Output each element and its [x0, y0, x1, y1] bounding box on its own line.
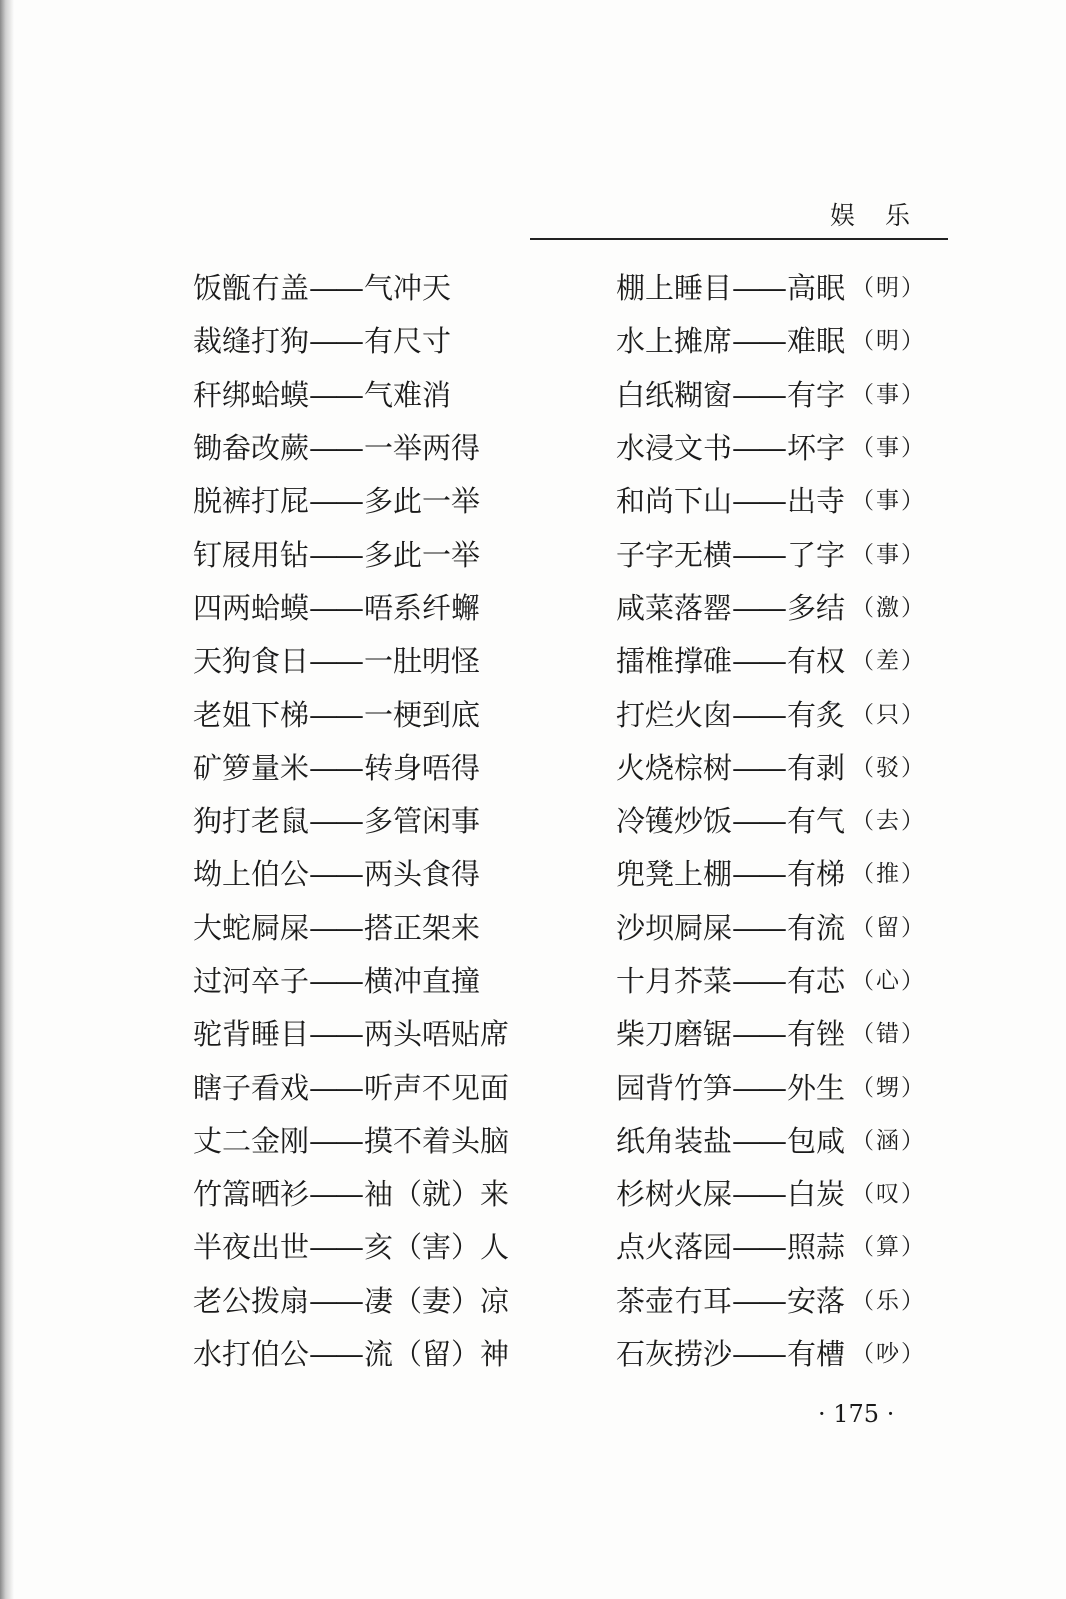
riddle-answer: 有梯	[787, 857, 846, 892]
riddle-dash: ——	[309, 857, 362, 892]
riddle-text: 水上摊席	[616, 324, 733, 359]
riddle-answer: 有芯	[787, 964, 846, 998]
riddle-homophone-note: （去）	[851, 808, 927, 835]
riddle-text: 石灰捞沙	[616, 1337, 733, 1372]
riddle-text: 大蛇屙屎	[193, 910, 310, 945]
riddle-text: 擂椎撑碓	[616, 644, 733, 679]
riddle-homophone-note: （推）	[851, 861, 927, 888]
riddle-text: 杉树火屎	[616, 1177, 733, 1212]
riddle-dash: ——	[309, 1070, 362, 1105]
riddle-answer: 包咸	[787, 1123, 846, 1158]
riddle-entry	[616, 1221, 926, 1274]
riddle-text: 十月芥菜	[616, 964, 733, 998]
riddle-homophone-note: （事）	[851, 435, 927, 462]
riddle-answer: 有流	[787, 910, 846, 945]
riddle-dash: ——	[732, 271, 785, 306]
riddle-dash: ——	[732, 1283, 785, 1318]
riddle-entry	[193, 1275, 515, 1328]
riddle-answer: 唔系纤蠏	[364, 590, 481, 625]
riddle-homophone-note: （明）	[851, 275, 927, 302]
riddle-dash: ——	[732, 964, 785, 998]
riddle-entry	[616, 795, 926, 848]
riddle-dash: ——	[732, 697, 785, 732]
riddle-entry	[193, 1115, 515, 1168]
riddle-entry	[193, 848, 515, 901]
riddle-dash: ——	[732, 324, 785, 359]
riddle-text: 水打伯公	[193, 1337, 310, 1372]
riddle-answer: 有锉	[787, 1017, 846, 1052]
riddle-answer: 白炭	[787, 1177, 846, 1212]
riddle-text: 狗打老鼠	[193, 804, 310, 839]
riddle-homophone-note: （叹）	[851, 1181, 927, 1208]
riddle-entry	[193, 635, 515, 688]
riddle-entry	[616, 528, 926, 581]
riddle-text: 驼背睡目	[193, 1017, 310, 1052]
riddle-entry	[616, 635, 926, 688]
riddle-answer: 多结	[787, 590, 846, 625]
riddle-answer: 坏字	[787, 431, 846, 466]
riddle-text: 柴刀磨锯	[616, 1017, 733, 1052]
riddle-dash: ——	[732, 1177, 785, 1212]
riddle-text: 坳上伯公	[193, 857, 310, 892]
riddle-answer: 气难消	[364, 377, 452, 412]
riddle-answer: 两头食得	[364, 857, 481, 892]
riddle-dash: ——	[309, 431, 362, 466]
riddle-dash: ——	[732, 750, 785, 785]
riddle-answer: 搭正架来	[364, 910, 481, 945]
riddle-entry	[193, 1328, 515, 1381]
riddle-dash: ——	[732, 377, 785, 412]
riddle-homophone-note: （驳）	[851, 754, 927, 781]
riddle-entry	[616, 688, 926, 741]
riddle-answer: 高眠	[787, 271, 846, 306]
riddle-text: 兜凳上棚	[616, 857, 733, 892]
riddle-text: 矿箩量米	[193, 750, 310, 785]
riddle-dash: ——	[732, 804, 785, 839]
riddle-text: 天狗食日	[193, 644, 310, 679]
riddle-text: 过河卒子	[193, 964, 310, 998]
riddle-text: 白纸糊窗	[616, 377, 733, 412]
riddle-dash: ——	[309, 484, 362, 519]
riddle-answer: 有权	[787, 644, 846, 679]
riddle-entry	[616, 315, 926, 368]
riddle-entry	[193, 955, 515, 1008]
riddle-text: 茶壶冇耳	[616, 1283, 733, 1318]
riddle-homophone-note: （事）	[851, 488, 927, 515]
riddle-text: 钉屐用钻	[193, 537, 310, 572]
riddle-dash: ——	[309, 590, 362, 625]
riddle-answer: 凄（妻）凉	[364, 1283, 510, 1318]
riddle-text: 打烂火囱	[616, 697, 733, 732]
riddle-entry	[616, 262, 926, 315]
page-number: · 175 ·	[818, 1400, 895, 1428]
riddle-answer: 多管闲事	[364, 804, 481, 839]
riddle-dash: ——	[309, 644, 362, 679]
riddle-homophone-note: （吵）	[851, 1341, 927, 1368]
riddle-text: 丈二金刚	[193, 1123, 310, 1158]
riddle-text: 咸菜落罂	[616, 590, 733, 625]
riddle-dash: ——	[309, 804, 362, 839]
riddle-dash: ——	[732, 1337, 785, 1372]
riddle-entry	[193, 1221, 515, 1274]
riddle-homophone-note: （乐）	[851, 1287, 927, 1314]
riddle-homophone-note: （差）	[851, 648, 927, 675]
riddle-answer: 流（留）神	[364, 1337, 510, 1372]
riddle-homophone-note: （错）	[851, 1021, 927, 1048]
riddle-homophone-note: （涵）	[851, 1127, 927, 1154]
riddle-dash: ——	[309, 1283, 362, 1318]
riddle-dash: ——	[732, 1230, 785, 1265]
riddle-dash: ——	[732, 484, 785, 519]
riddle-text: 沙坝屙屎	[616, 910, 733, 945]
riddle-entry	[616, 1115, 926, 1168]
riddle-text: 园背竹笋	[616, 1070, 733, 1105]
riddle-answer: 有炙	[787, 697, 846, 732]
riddle-entry	[616, 1061, 926, 1114]
riddle-dash: ——	[309, 910, 362, 945]
riddle-dash: ——	[309, 377, 362, 412]
scan-edge-shadow	[0, 0, 14, 1599]
riddle-text: 水浸文书	[616, 431, 733, 466]
riddle-entry	[193, 262, 515, 315]
riddle-dash: ——	[732, 1070, 785, 1105]
riddle-text: 老公拨扇	[193, 1283, 310, 1318]
riddle-entry	[616, 1008, 926, 1061]
riddle-text: 子字无横	[616, 537, 733, 572]
riddle-answer: 出寺	[787, 484, 846, 519]
riddle-answer: 一梗到底	[364, 697, 481, 732]
riddle-text: 饭甑冇盖	[193, 271, 310, 306]
riddle-entry	[193, 902, 515, 955]
riddle-answer: 一肚明怪	[364, 644, 481, 679]
riddle-dash: ——	[309, 964, 362, 998]
riddle-answer: 有剥	[787, 750, 846, 785]
riddle-dash: ——	[309, 271, 362, 306]
riddle-answer: 转身唔得	[364, 750, 481, 785]
riddle-answer: 横冲直撞	[364, 964, 481, 998]
riddle-text: 半夜出世	[193, 1230, 310, 1265]
riddle-entry	[193, 1168, 515, 1221]
riddle-homophone-note: （事）	[851, 541, 927, 568]
riddle-entry	[616, 475, 926, 528]
riddle-answer: 摸不着头脑	[364, 1123, 510, 1158]
riddle-dash: ——	[732, 431, 785, 466]
riddle-entry	[193, 582, 515, 635]
riddle-homophone-note: （心）	[851, 968, 927, 994]
riddle-entry	[193, 315, 515, 368]
riddle-entry	[616, 1328, 926, 1381]
riddle-answer: 两头唔贴席	[364, 1017, 510, 1052]
riddle-text: 和尚下山	[616, 484, 733, 519]
riddle-answer: 亥（害）人	[364, 1230, 510, 1265]
riddle-dash: ——	[309, 324, 362, 359]
riddle-homophone-note: （明）	[851, 328, 927, 355]
riddle-entry	[193, 688, 515, 741]
riddle-entry	[616, 955, 926, 1008]
riddle-homophone-note: （留）	[851, 914, 927, 941]
riddle-answer: 难眠	[787, 324, 846, 359]
riddle-homophone-note: （算）	[851, 1234, 927, 1261]
riddle-entry	[193, 742, 515, 795]
riddle-text: 纸角装盐	[616, 1123, 733, 1158]
riddle-answer: 了字	[787, 537, 846, 572]
riddle-entry	[193, 422, 515, 475]
riddle-homophone-note: （事）	[851, 381, 927, 408]
riddle-dash: ——	[309, 750, 362, 785]
riddle-entry	[616, 582, 926, 635]
riddle-entry	[616, 848, 926, 901]
riddle-dash: ——	[732, 537, 785, 572]
riddle-answer: 袖（就）来	[364, 1177, 510, 1212]
riddle-dash: ——	[732, 1123, 785, 1158]
riddle-entry	[616, 742, 926, 795]
left-column	[193, 262, 515, 1381]
riddle-entry	[193, 369, 515, 422]
riddle-answer: 有尺寸	[364, 324, 452, 359]
riddle-text: 冷镬炒饭	[616, 804, 733, 839]
riddle-text: 秆绑蛤蟆	[193, 377, 310, 412]
riddle-homophone-note: （甥）	[851, 1074, 927, 1101]
riddle-answer: 听声不见面	[364, 1070, 510, 1105]
riddle-entry	[616, 422, 926, 475]
right-column	[616, 262, 926, 1381]
riddle-answer: 有槽	[787, 1337, 846, 1372]
riddle-dash: ——	[309, 1177, 362, 1212]
header-rule	[530, 238, 948, 240]
riddle-answer: 有字	[787, 377, 846, 412]
riddle-entry	[616, 369, 926, 422]
riddle-text: 竹篙晒衫	[193, 1177, 310, 1212]
riddle-dash: ——	[732, 857, 785, 892]
riddle-dash: ——	[732, 1017, 785, 1052]
running-header-title: 娱乐	[830, 201, 941, 230]
riddle-answer: 多此一举	[364, 484, 481, 519]
riddle-dash: ——	[309, 1017, 362, 1052]
riddle-dash: ——	[732, 644, 785, 679]
riddle-entry	[193, 795, 515, 848]
riddle-answer: 多此一举	[364, 537, 481, 572]
riddle-text: 脱裤打屁	[193, 484, 310, 519]
riddle-answer: 安落	[787, 1283, 846, 1318]
riddle-dash: ——	[309, 537, 362, 572]
riddle-text: 棚上睡目	[616, 271, 733, 306]
riddle-text: 老姐下梯	[193, 697, 310, 732]
riddle-dash: ——	[309, 697, 362, 732]
riddle-entry	[193, 1061, 515, 1114]
riddle-dash: ——	[732, 910, 785, 945]
riddle-entry	[616, 1168, 926, 1221]
riddle-dash: ——	[309, 1337, 362, 1372]
riddle-text: 四两蛤蟆	[193, 590, 310, 625]
riddle-text: 瞎子看戏	[193, 1070, 310, 1105]
riddle-entry	[616, 902, 926, 955]
riddle-entry	[193, 528, 515, 581]
riddle-text: 锄畚改蕨	[193, 431, 310, 466]
riddle-answer: 照蒜	[787, 1230, 846, 1265]
riddle-text: 火烧棕树	[616, 750, 733, 785]
riddle-entry	[193, 1008, 515, 1061]
riddle-answer: 一举两得	[364, 431, 481, 466]
riddle-dash: ——	[309, 1123, 362, 1158]
riddle-answer: 气冲天	[364, 271, 452, 306]
riddle-homophone-note: （只）	[851, 701, 927, 728]
riddle-answer: 外生	[787, 1070, 846, 1105]
riddle-entry	[616, 1275, 926, 1328]
riddle-entry	[193, 475, 515, 528]
riddle-text: 裁缝打狗	[193, 324, 310, 359]
riddle-text: 点火落园	[616, 1230, 733, 1265]
riddle-dash: ——	[732, 590, 785, 625]
riddle-dash: ——	[309, 1230, 362, 1265]
riddle-homophone-note: （激）	[851, 594, 927, 621]
riddle-answer: 有气	[787, 804, 846, 839]
